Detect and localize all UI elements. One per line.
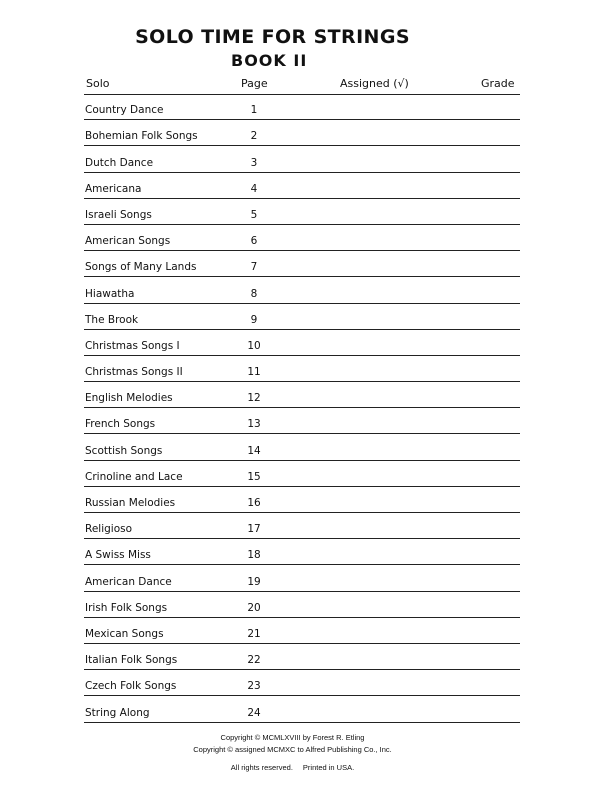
solo-page-number: 4 xyxy=(250,182,258,195)
copyright-line-2: Copyright © assigned MCMXC to Alfred Publishing Co., Inc. xyxy=(193,745,392,754)
solo-title: Irish Folk Songs xyxy=(85,601,168,614)
printed-text: Printed in USA. xyxy=(302,763,355,772)
table-row xyxy=(84,304,520,330)
solo-page-number: 11 xyxy=(247,366,261,379)
rights-line xyxy=(0,762,585,773)
page-subtitle: BOOK II xyxy=(231,51,308,70)
copyright-line-1: Copyright © MCMLXVIII by Forest R. Etling xyxy=(220,733,365,742)
solo-title: Religioso xyxy=(85,523,133,536)
solo-title: Bohemian Folk Songs xyxy=(85,130,198,143)
table-row xyxy=(84,199,520,225)
table-row xyxy=(84,225,520,251)
table-row xyxy=(84,618,520,644)
table-row xyxy=(84,592,520,618)
solo-page-number: 14 xyxy=(247,444,261,457)
solo-title: Italian Folk Songs xyxy=(85,654,178,667)
solo-page-number: 6 xyxy=(250,235,258,248)
solo-title: Czech Folk Songs xyxy=(85,680,177,693)
solo-page-number: 20 xyxy=(247,601,261,614)
solo-page-number: 19 xyxy=(247,575,261,588)
solo-title: String Along xyxy=(85,706,150,719)
solo-title: Christmas Songs I xyxy=(85,339,180,352)
solo-page-number: 24 xyxy=(247,706,261,719)
table-row xyxy=(84,461,520,487)
solo-page-number: 7 xyxy=(250,261,258,274)
column-header-page: Page xyxy=(241,77,268,90)
table-row xyxy=(84,670,520,696)
solo-title: Russian Melodies xyxy=(85,497,176,509)
page-title: SOLO TIME FOR STRINGS xyxy=(135,26,410,48)
solo-page-number: 3 xyxy=(250,156,258,169)
table-row xyxy=(84,356,520,382)
solo-page-number: 15 xyxy=(247,470,261,483)
column-header-solo: Solo xyxy=(86,77,110,90)
solo-page-number: 16 xyxy=(247,497,261,509)
table-row xyxy=(84,382,520,408)
solo-page-number: 9 xyxy=(250,313,258,326)
solo-page-number: 10 xyxy=(247,339,261,352)
solo-title: American Songs xyxy=(85,235,171,248)
solo-list xyxy=(84,94,520,723)
solo-page-number: 2 xyxy=(250,130,258,143)
solo-title: French Songs xyxy=(85,418,156,431)
solo-title: The Brook xyxy=(85,313,139,326)
table-row xyxy=(84,696,520,722)
solo-title: English Melodies xyxy=(85,392,173,405)
table-row xyxy=(84,513,520,539)
solo-title: Crinoline and Lace xyxy=(85,470,183,483)
solo-title: Christmas Songs II xyxy=(85,366,183,379)
table-row xyxy=(84,120,520,146)
solo-page-number: 22 xyxy=(247,654,261,667)
solo-title: Americana xyxy=(85,182,142,195)
solo-page-number: 8 xyxy=(250,287,258,300)
solo-title: A Swiss Miss xyxy=(85,549,151,562)
rights-text: All rights reserved. xyxy=(230,763,293,772)
solo-page-number: 5 xyxy=(250,208,258,221)
solo-title: Israeli Songs xyxy=(85,208,152,221)
table-row xyxy=(84,644,520,670)
solo-title: Country Dance xyxy=(85,104,164,117)
solo-title: Dutch Dance xyxy=(85,156,154,169)
table-row xyxy=(84,434,520,460)
solo-page-number: 23 xyxy=(247,680,261,693)
table-row xyxy=(84,565,520,591)
table-row xyxy=(84,330,520,356)
solo-title: Scottish Songs xyxy=(85,444,163,457)
table-row xyxy=(84,487,520,513)
table-row xyxy=(84,146,520,172)
solo-page-number: 18 xyxy=(247,549,261,562)
table-row xyxy=(84,251,520,277)
column-header-grade: Grade xyxy=(481,77,515,90)
solo-title: Hiawatha xyxy=(85,287,135,300)
table-row xyxy=(84,539,520,565)
solo-title: Mexican Songs xyxy=(85,627,164,640)
solo-page-number: 13 xyxy=(247,418,261,431)
table-row xyxy=(84,277,520,303)
table-row xyxy=(84,408,520,434)
table-header xyxy=(84,74,520,95)
solo-title: American Dance xyxy=(85,575,172,588)
solo-page-number: 12 xyxy=(247,392,261,405)
solo-title: Songs of Many Lands xyxy=(85,261,197,274)
solo-page-number: 17 xyxy=(247,523,261,536)
solo-page-number: 1 xyxy=(250,104,258,117)
table-row xyxy=(84,94,520,120)
column-header-assigned: Assigned (√) xyxy=(340,77,409,90)
solo-page-number: 21 xyxy=(247,627,261,640)
table-row xyxy=(84,173,520,199)
